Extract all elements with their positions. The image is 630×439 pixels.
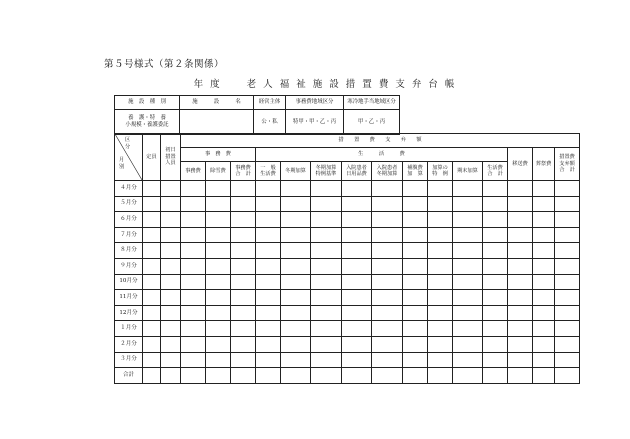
- amount-cell[interactable]: [181, 274, 206, 290]
- amount-cell[interactable]: [555, 305, 580, 321]
- month-label: １月分: [115, 321, 143, 337]
- amount-cell[interactable]: [256, 212, 281, 228]
- amount-cell[interactable]: [311, 336, 342, 352]
- amount-cell[interactable]: [342, 227, 372, 243]
- amount-cell[interactable]: [181, 368, 206, 384]
- amount-cell[interactable]: [453, 321, 483, 337]
- amount-cell[interactable]: [143, 258, 161, 274]
- amount-cell[interactable]: [453, 212, 483, 228]
- amount-cell[interactable]: [231, 368, 256, 384]
- amount-cell[interactable]: [453, 227, 483, 243]
- amount-cell[interactable]: [181, 258, 206, 274]
- amount-cell[interactable]: [453, 274, 483, 290]
- amount-cell[interactable]: [206, 305, 231, 321]
- amount-cell[interactable]: [428, 243, 453, 259]
- amount-cell[interactable]: [342, 274, 372, 290]
- amount-cell[interactable]: [533, 196, 555, 212]
- amount-cell[interactable]: [231, 181, 256, 197]
- amount-cell[interactable]: [342, 290, 372, 306]
- amount-cell[interactable]: [231, 305, 256, 321]
- amount-cell[interactable]: [342, 352, 372, 368]
- amount-cell[interactable]: [555, 290, 580, 306]
- table-row: [115, 305, 580, 321]
- amount-cell[interactable]: [256, 305, 281, 321]
- table-row: [115, 258, 580, 274]
- header-add-special: 加算の 特 例: [428, 162, 453, 181]
- month-label: 12月分: [115, 305, 143, 321]
- corner-label-category: 区 分: [125, 137, 131, 150]
- amount-cell[interactable]: [143, 368, 161, 384]
- facility-type-line2: 小規模・養護委託: [125, 122, 169, 128]
- amount-cell[interactable]: [483, 243, 508, 259]
- amount-cell[interactable]: [342, 368, 372, 384]
- amount-cell[interactable]: [206, 368, 231, 384]
- amount-cell[interactable]: [483, 181, 508, 197]
- amount-cell[interactable]: [206, 227, 231, 243]
- amount-cell[interactable]: [453, 352, 483, 368]
- amount-cell[interactable]: [533, 305, 555, 321]
- form-number-label: 第５号様式（第２条関係）: [104, 59, 225, 70]
- amount-cell[interactable]: [281, 227, 311, 243]
- header-supplement: 補腹費 加 算: [403, 162, 428, 181]
- amount-cell[interactable]: [161, 321, 181, 337]
- amount-cell[interactable]: [533, 321, 555, 337]
- amount-cell[interactable]: [453, 368, 483, 384]
- amount-cell[interactable]: [372, 368, 403, 384]
- header-initial-persons: 初日 措置 人員: [161, 134, 181, 181]
- amount-cell[interactable]: [555, 274, 580, 290]
- amount-cell[interactable]: [206, 290, 231, 306]
- info-header-operator: 経営主体: [254, 96, 286, 110]
- amount-cell[interactable]: [403, 196, 428, 212]
- amount-cell[interactable]: [428, 352, 453, 368]
- amount-cell[interactable]: [206, 212, 231, 228]
- amount-cell[interactable]: [483, 305, 508, 321]
- amount-cell[interactable]: [181, 212, 206, 228]
- amount-cell[interactable]: [555, 181, 580, 197]
- amount-cell[interactable]: [311, 274, 342, 290]
- amount-cell[interactable]: [281, 243, 311, 259]
- amount-cell[interactable]: [403, 321, 428, 337]
- amount-cell[interactable]: [555, 321, 580, 337]
- amount-cell[interactable]: [483, 321, 508, 337]
- amount-cell[interactable]: [533, 290, 555, 306]
- table-row: [115, 196, 580, 212]
- amount-cell[interactable]: [453, 290, 483, 306]
- cold-area-cell[interactable]: 甲・乙・丙: [344, 110, 400, 135]
- amount-cell[interactable]: [483, 290, 508, 306]
- amount-cell[interactable]: [483, 368, 508, 384]
- amount-cell[interactable]: [372, 227, 403, 243]
- amount-cell[interactable]: [161, 290, 181, 306]
- amount-cell[interactable]: [231, 243, 256, 259]
- expense-ledger-table: [114, 133, 580, 384]
- amount-cell[interactable]: [428, 290, 453, 306]
- amount-cell[interactable]: [281, 321, 311, 337]
- amount-cell[interactable]: [483, 227, 508, 243]
- header-hospital-winter: 入院患者 冬期加算: [372, 162, 403, 181]
- info-header-cold-area: 寒冷地手当地域区分: [344, 96, 400, 110]
- amount-cell[interactable]: [281, 181, 311, 197]
- amount-cell[interactable]: [161, 227, 181, 243]
- table-row: [115, 290, 580, 306]
- amount-cell[interactable]: [403, 181, 428, 197]
- amount-cell[interactable]: [256, 321, 281, 337]
- amount-cell[interactable]: [508, 274, 533, 290]
- amount-cell[interactable]: [281, 274, 311, 290]
- amount-cell[interactable]: [256, 227, 281, 243]
- amount-cell[interactable]: [256, 243, 281, 259]
- month-label: ７月分: [115, 227, 143, 243]
- amount-cell[interactable]: [311, 212, 342, 228]
- amount-cell[interactable]: [311, 258, 342, 274]
- month-label: 合計: [115, 368, 143, 384]
- amount-cell[interactable]: [372, 181, 403, 197]
- amount-cell[interactable]: [143, 227, 161, 243]
- amount-cell[interactable]: [428, 212, 453, 228]
- amount-cell[interactable]: [231, 290, 256, 306]
- title-main: 老 人 福 祉 施 設 措 置 費 支 弁 台 帳: [246, 79, 457, 90]
- table-row: [115, 212, 580, 228]
- facility-info-table: [114, 95, 400, 135]
- table-row: [115, 336, 580, 352]
- amount-cell[interactable]: [206, 352, 231, 368]
- amount-cell[interactable]: [342, 181, 372, 197]
- header-office-cost: 事務費: [181, 162, 206, 181]
- amount-cell[interactable]: [403, 368, 428, 384]
- amount-cell[interactable]: [281, 212, 311, 228]
- amount-cell[interactable]: [453, 258, 483, 274]
- amount-cell[interactable]: [508, 181, 533, 197]
- amount-cell[interactable]: [256, 274, 281, 290]
- ledger-title: [0, 76, 630, 90]
- header-office-total: 事務費 合 計: [231, 162, 256, 181]
- amount-cell[interactable]: [143, 274, 161, 290]
- info-header-type: 施 設 種 別: [115, 96, 180, 110]
- amount-cell[interactable]: [453, 196, 483, 212]
- amount-cell[interactable]: [206, 181, 231, 197]
- facility-type-cell[interactable]: [115, 110, 180, 135]
- amount-cell[interactable]: [555, 336, 580, 352]
- amount-cell[interactable]: [403, 305, 428, 321]
- amount-cell[interactable]: [311, 368, 342, 384]
- amount-cell[interactable]: [231, 274, 256, 290]
- amount-cell[interactable]: [483, 196, 508, 212]
- amount-cell[interactable]: [256, 336, 281, 352]
- amount-cell[interactable]: [143, 352, 161, 368]
- amount-cell[interactable]: [206, 243, 231, 259]
- amount-cell[interactable]: [403, 336, 428, 352]
- amount-cell[interactable]: [428, 196, 453, 212]
- amount-cell[interactable]: [508, 368, 533, 384]
- month-label: ９月分: [115, 258, 143, 274]
- table-row: [115, 368, 580, 384]
- amount-cell[interactable]: [483, 274, 508, 290]
- amount-cell[interactable]: [311, 321, 342, 337]
- amount-cell[interactable]: [428, 181, 453, 197]
- amount-cell[interactable]: [533, 336, 555, 352]
- amount-cell[interactable]: [256, 181, 281, 197]
- header-total-expense: 措置費 支弁額 合 計: [555, 148, 580, 181]
- header-transfer-cost: 移送費: [508, 148, 533, 181]
- amount-cell[interactable]: [403, 274, 428, 290]
- amount-cell[interactable]: [281, 258, 311, 274]
- header-winter-special: 冬期加算 特例基準: [311, 162, 342, 181]
- amount-cell[interactable]: [508, 212, 533, 228]
- amount-cell[interactable]: [428, 368, 453, 384]
- amount-cell[interactable]: [161, 181, 181, 197]
- amount-cell[interactable]: [428, 227, 453, 243]
- amount-cell[interactable]: [533, 243, 555, 259]
- amount-cell[interactable]: [181, 196, 206, 212]
- table-row: [115, 181, 580, 197]
- amount-cell[interactable]: [143, 243, 161, 259]
- category-month-corner: [115, 134, 143, 181]
- amount-cell[interactable]: [311, 290, 342, 306]
- amount-cell[interactable]: [555, 258, 580, 274]
- amount-cell[interactable]: [161, 212, 181, 228]
- amount-cell[interactable]: [508, 336, 533, 352]
- info-header-name: 施 設 名: [180, 96, 254, 110]
- amount-cell[interactable]: [453, 336, 483, 352]
- amount-cell[interactable]: [428, 258, 453, 274]
- table-row: [115, 352, 580, 368]
- amount-cell[interactable]: [372, 243, 403, 259]
- amount-cell[interactable]: [181, 321, 206, 337]
- amount-cell[interactable]: [206, 336, 231, 352]
- amount-cell[interactable]: [372, 321, 403, 337]
- amount-cell[interactable]: [256, 196, 281, 212]
- amount-cell[interactable]: [533, 274, 555, 290]
- amount-cell[interactable]: [555, 227, 580, 243]
- header-period-end: 期末加算: [453, 162, 483, 181]
- facility-name-cell[interactable]: [180, 110, 254, 135]
- amount-cell[interactable]: [508, 258, 533, 274]
- amount-cell[interactable]: [508, 352, 533, 368]
- amount-cell[interactable]: [508, 243, 533, 259]
- amount-cell[interactable]: [231, 352, 256, 368]
- month-label: ４月分: [115, 181, 143, 197]
- amount-cell[interactable]: [342, 196, 372, 212]
- amount-cell[interactable]: [206, 321, 231, 337]
- amount-cell[interactable]: [342, 258, 372, 274]
- amount-cell[interactable]: [372, 212, 403, 228]
- amount-cell[interactable]: [311, 243, 342, 259]
- amount-cell[interactable]: [143, 212, 161, 228]
- amount-cell[interactable]: [311, 305, 342, 321]
- month-label: ５月分: [115, 196, 143, 212]
- month-label: 10月分: [115, 274, 143, 290]
- amount-cell[interactable]: [161, 243, 181, 259]
- amount-cell[interactable]: [533, 212, 555, 228]
- header-general-living: 一 般 生活費: [256, 162, 281, 181]
- office-area-cell[interactable]: 特甲・甲・乙・丙: [286, 110, 344, 135]
- amount-cell[interactable]: [181, 243, 206, 259]
- amount-cell[interactable]: [143, 321, 161, 337]
- amount-cell[interactable]: [143, 305, 161, 321]
- amount-cell[interactable]: [281, 336, 311, 352]
- amount-cell[interactable]: [311, 227, 342, 243]
- amount-cell[interactable]: [372, 290, 403, 306]
- amount-cell[interactable]: [181, 290, 206, 306]
- amount-cell[interactable]: [372, 258, 403, 274]
- amount-cell[interactable]: [508, 290, 533, 306]
- header-funeral-cost: 葬祭費: [533, 148, 555, 181]
- amount-cell[interactable]: [483, 352, 508, 368]
- amount-cell[interactable]: [161, 196, 181, 212]
- amount-cell[interactable]: [181, 305, 206, 321]
- amount-cell[interactable]: [143, 290, 161, 306]
- amount-cell[interactable]: [281, 352, 311, 368]
- amount-cell[interactable]: [403, 290, 428, 306]
- header-snow-removal: 除雪費: [206, 162, 231, 181]
- amount-cell[interactable]: [483, 336, 508, 352]
- amount-cell[interactable]: [508, 227, 533, 243]
- amount-cell[interactable]: [161, 336, 181, 352]
- amount-cell[interactable]: [181, 336, 206, 352]
- month-label: ８月分: [115, 243, 143, 259]
- amount-cell[interactable]: [555, 196, 580, 212]
- amount-cell[interactable]: [181, 227, 206, 243]
- month-label: ３月分: [115, 352, 143, 368]
- amount-cell[interactable]: [342, 336, 372, 352]
- amount-cell[interactable]: [311, 196, 342, 212]
- amount-cell[interactable]: [342, 305, 372, 321]
- corner-label-month: 月 別: [119, 157, 125, 170]
- amount-cell[interactable]: [161, 352, 181, 368]
- amount-cell[interactable]: [206, 274, 231, 290]
- amount-cell[interactable]: [453, 305, 483, 321]
- month-label: 11月分: [115, 290, 143, 306]
- amount-cell[interactable]: [206, 196, 231, 212]
- header-capacity: 定員: [143, 134, 161, 181]
- amount-cell[interactable]: [453, 181, 483, 197]
- amount-cell[interactable]: [342, 212, 372, 228]
- amount-cell[interactable]: [372, 274, 403, 290]
- header-hospital-daily: 入院患者 日用品費: [342, 162, 372, 181]
- amount-cell[interactable]: [508, 305, 533, 321]
- amount-cell[interactable]: [508, 196, 533, 212]
- amount-cell[interactable]: [143, 196, 161, 212]
- amount-cell[interactable]: [281, 196, 311, 212]
- amount-cell[interactable]: [533, 368, 555, 384]
- header-office-cost-group: 事 務 費: [181, 148, 256, 162]
- amount-cell[interactable]: [483, 258, 508, 274]
- amount-cell[interactable]: [428, 336, 453, 352]
- amount-cell[interactable]: [281, 290, 311, 306]
- amount-cell[interactable]: [231, 212, 256, 228]
- amount-cell[interactable]: [533, 227, 555, 243]
- amount-cell[interactable]: [555, 352, 580, 368]
- title-year-prefix: 年 度: [193, 79, 222, 90]
- amount-cell[interactable]: [372, 352, 403, 368]
- amount-cell[interactable]: [533, 258, 555, 274]
- operator-cell[interactable]: 公・私: [254, 110, 286, 135]
- amount-cell[interactable]: [311, 352, 342, 368]
- amount-cell[interactable]: [281, 305, 311, 321]
- amount-cell[interactable]: [533, 352, 555, 368]
- amount-cell[interactable]: [231, 321, 256, 337]
- info-header-office-area: 事務費地域区分: [286, 96, 344, 110]
- amount-cell[interactable]: [403, 258, 428, 274]
- amount-cell[interactable]: [161, 274, 181, 290]
- header-expense-amount: 措 置 費 支 弁 額: [181, 134, 580, 148]
- header-living-total: 生活費 合 計: [483, 162, 508, 181]
- amount-cell[interactable]: [372, 196, 403, 212]
- amount-cell[interactable]: [256, 352, 281, 368]
- amount-cell[interactable]: [181, 181, 206, 197]
- header-winter-add: 冬期加算: [281, 162, 311, 181]
- amount-cell[interactable]: [311, 181, 342, 197]
- amount-cell[interactable]: [231, 258, 256, 274]
- table-row: [115, 243, 580, 259]
- month-rows: [115, 181, 580, 384]
- amount-cell[interactable]: [428, 321, 453, 337]
- amount-cell[interactable]: [231, 336, 256, 352]
- amount-cell[interactable]: [508, 321, 533, 337]
- amount-cell[interactable]: [231, 196, 256, 212]
- amount-cell[interactable]: [161, 258, 181, 274]
- amount-cell[interactable]: [372, 305, 403, 321]
- amount-cell[interactable]: [403, 243, 428, 259]
- amount-cell[interactable]: [256, 368, 281, 384]
- facility-type-line1: 養 護・特 養: [128, 115, 166, 122]
- amount-cell[interactable]: [403, 227, 428, 243]
- amount-cell[interactable]: [206, 258, 231, 274]
- amount-cell[interactable]: [372, 336, 403, 352]
- month-label: ２月分: [115, 336, 143, 352]
- table-row: [115, 321, 580, 337]
- table-row: [115, 227, 580, 243]
- table-row: [115, 274, 580, 290]
- amount-cell[interactable]: [231, 227, 256, 243]
- amount-cell[interactable]: [256, 290, 281, 306]
- amount-cell[interactable]: [403, 212, 428, 228]
- month-label: ６月分: [115, 212, 143, 228]
- amount-cell[interactable]: [161, 305, 181, 321]
- amount-cell[interactable]: [342, 321, 372, 337]
- amount-cell[interactable]: [428, 305, 453, 321]
- amount-cell[interactable]: [483, 212, 508, 228]
- header-living-cost-group: 生 活 費: [256, 148, 508, 162]
- amount-cell[interactable]: [555, 212, 580, 228]
- amount-cell[interactable]: [281, 368, 311, 384]
- amount-cell[interactable]: [342, 243, 372, 259]
- amount-cell[interactable]: [161, 368, 181, 384]
- amount-cell[interactable]: [403, 352, 428, 368]
- amount-cell[interactable]: [428, 274, 453, 290]
- amount-cell[interactable]: [555, 368, 580, 384]
- amount-cell[interactable]: [533, 181, 555, 197]
- amount-cell[interactable]: [453, 243, 483, 259]
- amount-cell[interactable]: [143, 336, 161, 352]
- amount-cell[interactable]: [256, 258, 281, 274]
- amount-cell[interactable]: [143, 181, 161, 197]
- amount-cell[interactable]: [181, 352, 206, 368]
- amount-cell[interactable]: [555, 243, 580, 259]
